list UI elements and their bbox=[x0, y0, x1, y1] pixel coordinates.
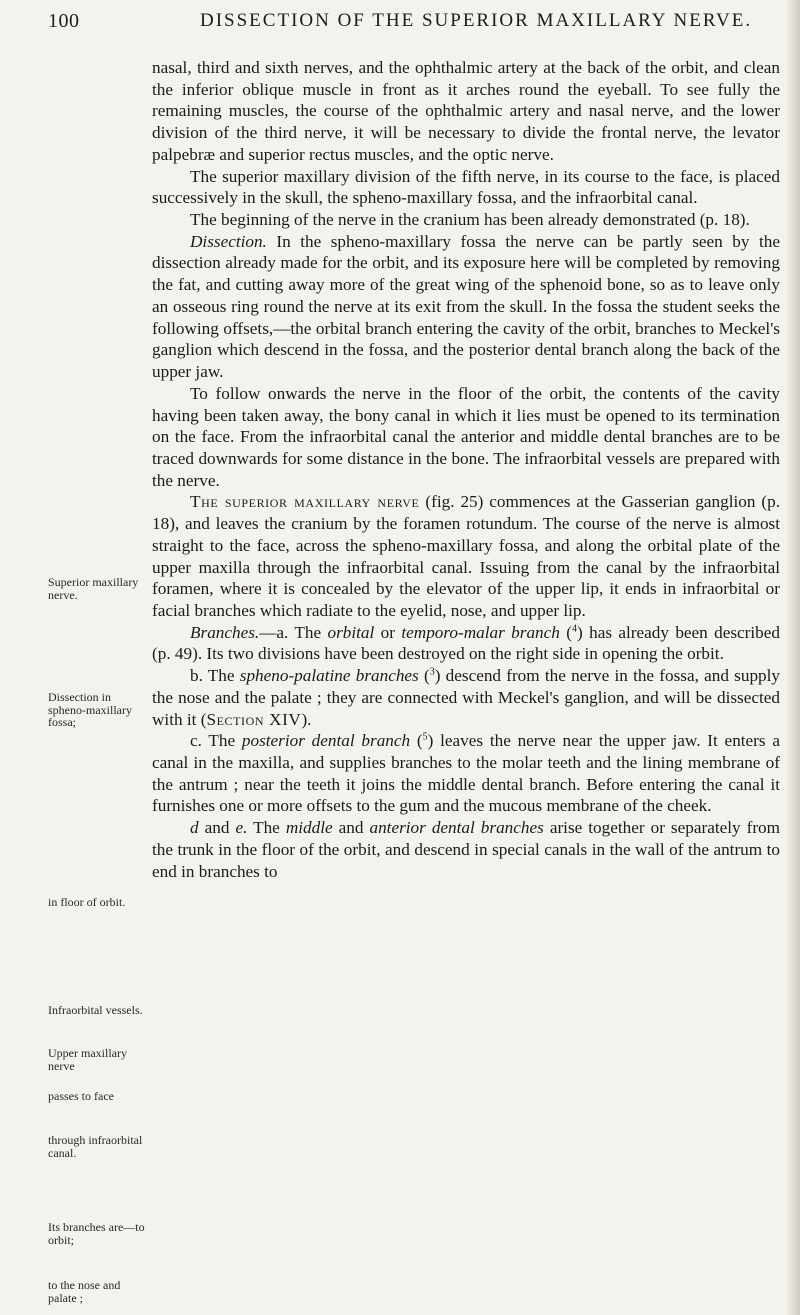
paragraph-6: The superior maxillary nerve (fig. 25) commences at the Gasserian ganglion (p. 18), and leaves the cranium by the foramen rotundum. The course of the nerve is almost straight to the face, across the spheno-maxillary fossa, and along the orbital plate of the upper maxilla through the infraorbital canal. Issuing from the canal by the infraorbital foramen, where it is concealed by the elevator of the upper lip, it ends in infraorbital or facial branches which radiate to the eyelid, nose, and upper lip. bbox=[152, 492, 780, 620]
paragraph-2: The superior maxillary division of the fifth nerve, in its course to the face, is placed successively in the skull, the spheno-maxillary fossa, and the infraorbital canal. bbox=[152, 166, 780, 208]
paragraph-1: nasal, third and sixth nerves, and the ophthalmic artery at the back of the orbit, and clean the inferior oblique muscle in front as it arches round the eyeball. To see fully the remaining muscles, the course of the ophthalmic artery and nasal nerve, and the lower division of the third nerve, it will be necessary to divide the frontal nerve, the levator palpebræ and superior rectus muscles, and the optic nerve. bbox=[152, 58, 780, 164]
sidenote-branches-orbit: Its branches are—to orbit; bbox=[48, 1220, 145, 1247]
sidenote-dissection-fossa: Dissection in spheno-maxillary fossa; bbox=[48, 690, 132, 729]
paragraph-4: Dissection. In the spheno-maxillary fossa the nerve can be partly seen by the dissection already made for the orbit, and its exposure here will be completed by removing the fat, and cutting away more of the great wing of the sphenoid bone, so as to leave only an osseous ring round the nerve at its exit from the skull. In the fossa the student seeks the following offsets,—the orbital branch entering the cavity of the orbit, branches to Meckel's ganglion which descend in the fossa, and the posterior dental branch along the back of the upper jaw. bbox=[152, 231, 780, 382]
paragraph-10: d and e. The middle and anterior dental branches arise together or separately from the trunk in the floor of the orbit, and descend in special canals in the wall of the antrum to end in branches to bbox=[152, 818, 781, 881]
page-number: 100 bbox=[48, 10, 80, 32]
branches-heading: Branches. bbox=[190, 622, 260, 642]
nerve-heading: The superior maxillary nerve bbox=[190, 492, 420, 512]
running-head: DISSECTION OF THE SUPERIOR MAXILLARY NERVE. bbox=[200, 10, 753, 31]
paragraph-9: c. The posterior dental branch ($^5$) leaves the nerve near the upper jaw. It enters a canal in the maxilla, and supplies branches to the molar teeth and the lining membrane of the antrum ; near the teeth it joins the middle dental branch. Before entering the canal it furnishes one or more offsets to the gum and the mucous membrane of the cheek. bbox=[152, 731, 780, 816]
body-text bbox=[152, 57, 780, 882]
paragraph-7: Branches.—a. The orbital or temporo-malar branch ($^4$) has already been described (p. 49). Its two divisions have been destroyed on the right side in opening the orbit. bbox=[152, 622, 780, 664]
sidenote-superior-maxillary-nerve: Superior maxillary nerve. bbox=[48, 575, 139, 602]
sidenote-floor-of-orbit: in floor of orbit. bbox=[48, 895, 126, 909]
page-edge-shadow bbox=[786, 0, 800, 1315]
sidenote-upper-maxillary-nerve: Upper maxillary nerve bbox=[48, 1046, 127, 1073]
paragraph-3: The beginning of the nerve in the cranium has been already demonstrated (p. 18). bbox=[190, 210, 750, 230]
paragraph-8: b. The spheno-palatine branches ($^3$) descend from the nerve in the fossa, and supply the nose and the palate ; they are connected with Meckel's ganglion, and will be dissected with it (Section XIV). bbox=[152, 666, 780, 729]
sidenote-passes-to-face: passes to face bbox=[48, 1089, 114, 1103]
sidenote-infraorbital-canal: through infraorbital canal. bbox=[48, 1133, 143, 1160]
paragraph-5: To follow onwards the nerve in the floor of the orbit, the contents of the cavity having been taken away, the bony canal in which it lies must be opened to its termination on the face. From the infraorbital canal the anterior and middle dental branches are to be traced downwards for some distance in the bone. The infraorbital vessels are prepared with the nerve. bbox=[152, 383, 780, 490]
page-header bbox=[0, 8, 800, 48]
sidenote-nose-palate: to the nose and palate ; bbox=[48, 1278, 121, 1305]
sidenote-infraorbital-vessels: Infraorbital vessels. bbox=[48, 1003, 143, 1017]
dissection-heading: Dissection. bbox=[190, 231, 267, 251]
